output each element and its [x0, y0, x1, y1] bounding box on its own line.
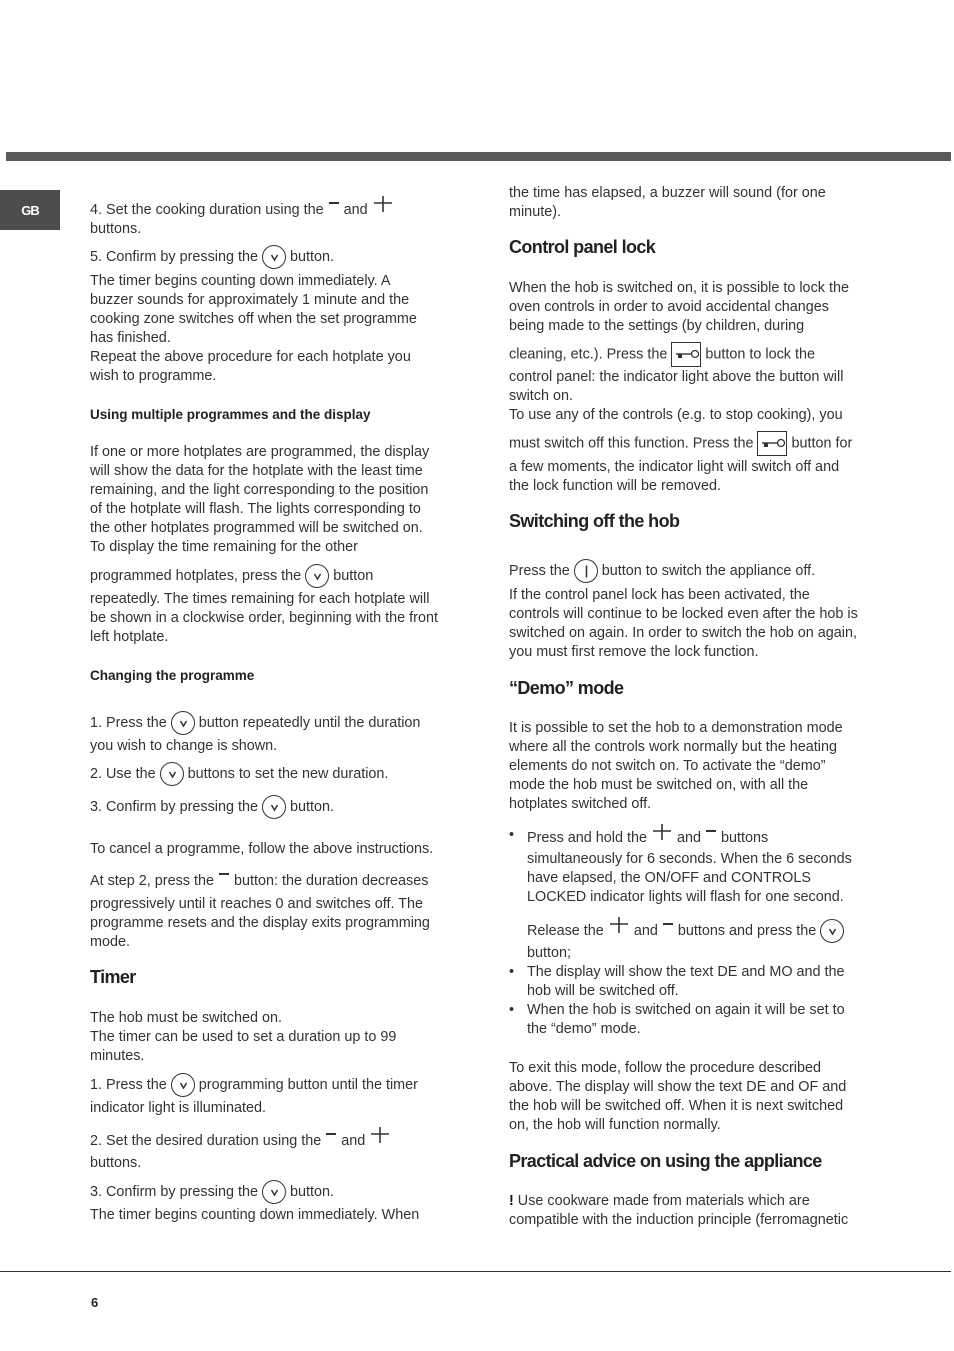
plus-icon [369, 1127, 391, 1155]
minus-icon [662, 917, 674, 945]
text: Release the [527, 922, 604, 939]
text: When the hob is switched on, it is possible to lock the [509, 280, 849, 296]
text: mode. [90, 934, 130, 950]
text: a few moments, the indicator light will switch off and [509, 459, 840, 475]
text: To use any of the controls (e.g. to stop cooking), you [509, 407, 843, 423]
text: and [677, 829, 702, 846]
text: cooking zone switches off when the set programme [90, 311, 417, 327]
cancel-line [90, 867, 428, 895]
text: The display will show the text DE and MO and the [527, 964, 845, 980]
text: the “demo” mode. [527, 1021, 641, 1037]
text: wish to programme. [90, 368, 217, 384]
text: controls will continue to be locked even after the hob is [509, 606, 858, 622]
text: where all the controls work normally but the heating [509, 739, 837, 755]
paragraph [90, 590, 438, 647]
text: left hotplate. [90, 629, 169, 645]
heading-switching-off: Switching off the hob [509, 511, 680, 531]
text: repeatedly. The times remaining for each hotplate will [90, 591, 430, 607]
paragraph [509, 368, 843, 425]
text: When the hob is switched on again it will be set to [527, 1002, 845, 1018]
text: The timer can be used to set a duration up to 99 [90, 1029, 397, 1045]
text: programmed hotplates, press the [90, 567, 302, 584]
text: 3. Confirm by pressing the [90, 1183, 258, 1200]
minus-icon [328, 196, 340, 224]
timer-select-icon [171, 1073, 195, 1097]
paragraph [509, 184, 826, 222]
text: It is possible to set the hob to a demonstration mode [509, 720, 843, 736]
heading-timer: Timer [90, 967, 136, 987]
page-number: 6 [91, 1295, 99, 1310]
text: 1. Press the [90, 714, 167, 731]
text: and [343, 201, 368, 218]
power-icon [574, 559, 598, 583]
release-line [527, 917, 844, 945]
text: and [633, 922, 658, 939]
text: The timer begins counting down immediately. When [90, 1207, 420, 1223]
text: If one or more hotplates are programmed, the display [90, 444, 430, 460]
text: minute). [509, 204, 561, 220]
text: programme resets and the display exits programming [90, 915, 430, 931]
paragraph [90, 1009, 396, 1066]
text: 5. Confirm by pressing the [90, 248, 258, 265]
text: remaining, and the light corresponding to the position [90, 482, 429, 498]
text: above. The display will show the text DE and OF and [509, 1079, 847, 1095]
text: and [341, 1132, 366, 1149]
minus-icon [325, 1127, 337, 1155]
text: switch on. [509, 388, 573, 404]
text: 2. Set the desired duration using the [90, 1132, 322, 1149]
text: button to switch the appliance off. [601, 562, 816, 579]
text: buttons and press the [677, 922, 817, 939]
plus-icon [608, 917, 630, 945]
text: elements do not switch on. To activate the “demo” [509, 758, 826, 774]
text: be shown in a clockwise order, beginning with the front [90, 610, 438, 626]
text: buzzer sounds for approximately 1 minute and the [90, 292, 410, 308]
text: cleaning, etc.). Press the [509, 346, 668, 363]
text: indicator light is illuminated. [90, 1100, 266, 1116]
text: 4. Set the cooking duration using the [90, 201, 324, 218]
text: button; [527, 945, 572, 961]
text: To display the time remaining for the other [90, 539, 358, 555]
paragraph [509, 458, 839, 496]
text: button. [289, 798, 334, 815]
text: programming button until the timer [198, 1076, 418, 1093]
warning-mark: ! [509, 1193, 514, 1209]
text: has finished. [90, 330, 171, 346]
demo-bullet-3 [527, 1001, 845, 1039]
text: 2. Use the [90, 765, 156, 782]
key-lock-icon [671, 342, 701, 367]
text: button: the duration decreases [234, 872, 429, 889]
text: progressively until it reaches 0 and switches off. The [90, 896, 424, 912]
timer-select-icon [262, 1180, 286, 1204]
text: the lock function will be removed. [509, 478, 721, 494]
advice-paragraph [509, 1192, 848, 1230]
paragraph [527, 850, 852, 907]
text: you wish to change is shown. [90, 738, 278, 754]
lock-line [509, 342, 815, 367]
text: minutes. [90, 1048, 145, 1064]
minus-icon [705, 824, 717, 852]
text: simultaneously for 6 seconds. When the 6 seconds [527, 851, 852, 867]
unlock-line [509, 431, 852, 456]
off-line [509, 559, 815, 583]
text: mode the hob must be switched on, with all the [509, 777, 809, 793]
timer-select-icon [262, 795, 286, 819]
header-bar [6, 152, 951, 161]
text: button repeatedly until the duration [198, 714, 421, 731]
text: The hob must be switched on. [90, 1010, 282, 1026]
paragraph [509, 279, 849, 336]
text: To cancel a programme, follow the above instructions. [90, 841, 434, 857]
text: 3. Confirm by pressing the [90, 798, 258, 815]
paragraph [509, 1059, 846, 1135]
text: must switch off this function. Press the [509, 435, 754, 452]
bullet-dot: • [509, 1002, 515, 1018]
text: buttons. [90, 221, 142, 237]
text: of the hotplate will flash. The lights corresponding to [90, 501, 421, 517]
text: the hob will be switched off. When it is next switched [509, 1098, 844, 1114]
subheading-multiple-programmes: Using multiple programmes and the display [90, 407, 371, 422]
text: LOCKED indicator lights will flash for one second. [527, 889, 844, 905]
text: Repeat the above procedure for each hotplate you [90, 349, 411, 365]
minus-icon [218, 867, 230, 895]
bullet-dot: • [509, 827, 515, 843]
timer-select-icon [820, 919, 844, 943]
text: At step 2, press the [90, 872, 214, 889]
plus-icon [651, 824, 673, 852]
text: have elapsed, the ON/OFF and CONTROLS [527, 870, 811, 886]
text: you must first remove the lock function. [509, 644, 759, 660]
paragraph [509, 586, 858, 662]
text: 1. Press the [90, 1076, 167, 1093]
text: will show the data for the hotplate with the least time [90, 463, 423, 479]
language-code: GB [21, 202, 39, 218]
text: button [333, 567, 374, 584]
timer-step2 [90, 1127, 391, 1155]
text: If the control panel lock has been activated, the [509, 587, 810, 603]
text: To exit this mode, follow the procedure described [509, 1060, 821, 1076]
step5-line [90, 245, 334, 269]
icon-line [90, 564, 373, 588]
paragraph [90, 443, 429, 557]
footer-rule [0, 1271, 951, 1272]
text: buttons to set the new duration. [187, 765, 389, 782]
text: The timer begins counting down immediately. A [90, 273, 391, 289]
timer-step1 [90, 1073, 418, 1097]
timer-step3 [90, 1180, 334, 1204]
text: hotplates switched off. [509, 796, 652, 812]
text: button for [791, 435, 853, 452]
heading-demo-mode: “Demo” mode [509, 678, 624, 698]
text: Use cookware made from materials which are [517, 1193, 810, 1209]
key-lock-icon [757, 431, 787, 456]
text: Press the [509, 562, 570, 579]
heading-practical-advice: Practical advice on using the appliance [509, 1151, 822, 1171]
text: hob will be switched off. [527, 983, 679, 999]
demo-bullet-2 [527, 963, 845, 1001]
text: being made to the settings (by children, during [509, 318, 805, 334]
plus-icon [372, 196, 394, 224]
timer-select-icon [171, 711, 195, 735]
text: oven controls in order to avoid accidental changes [509, 299, 829, 315]
paragraph [509, 719, 843, 814]
text: control panel: the indicator light above the button will [509, 369, 844, 385]
text: the time has elapsed, a buzzer will sound (for one [509, 185, 826, 201]
timer-select-icon [305, 564, 329, 588]
bullet-dot: • [509, 964, 515, 980]
paragraph [90, 895, 430, 952]
paragraph [90, 272, 417, 386]
text: switched on again. In order to switch the hob on again, [509, 625, 857, 641]
text: compatible with the induction principle (ferromagnetic [509, 1212, 849, 1228]
heading-control-panel-lock: Control panel lock [509, 237, 656, 257]
text: on, the hob will function normally. [509, 1117, 721, 1133]
change-step1 [90, 711, 420, 735]
demo-bullet-1 [527, 824, 768, 852]
text: the other hotplates programmed will be switched on. [90, 520, 423, 536]
text: buttons. [90, 1155, 142, 1171]
timer-select-icon [262, 245, 286, 269]
text: button. [289, 248, 334, 265]
text: button to lock the [705, 346, 815, 363]
timer-select-icon [160, 762, 184, 786]
change-step2 [90, 762, 388, 786]
text: button. [289, 1183, 334, 1200]
language-tab [0, 190, 60, 230]
subheading-changing-programme: Changing the programme [90, 668, 255, 683]
text: Press and hold the [527, 829, 648, 846]
change-step3 [90, 795, 334, 819]
text: buttons [721, 829, 769, 846]
